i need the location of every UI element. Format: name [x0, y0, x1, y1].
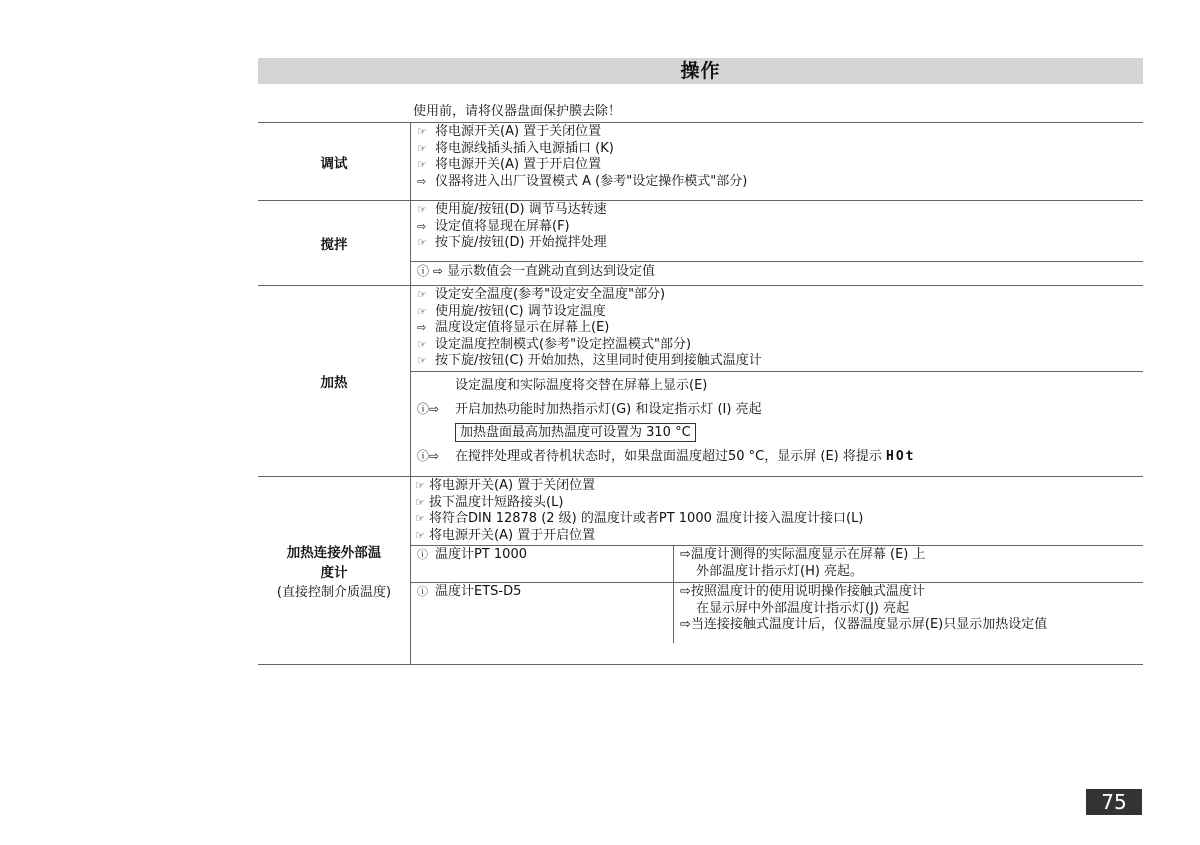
- step-line: ☞ 将符合DIN 12878 (2 级) 的温度计或者PT 1000 温度计接入温度计接口(L): [415, 511, 864, 526]
- info-icon: ⓘ ⇨: [417, 264, 443, 278]
- pointing-hand-icon: ☞: [417, 354, 427, 367]
- info-icon: ⓘ: [417, 548, 428, 561]
- pointing-hand-icon: ☞: [417, 158, 427, 171]
- info-icon: ⓘ: [417, 585, 428, 598]
- step-list: [411, 123, 1143, 191]
- thermometer-row-ets-d5: ⓘ 温度计ETS-D5 ⇨按照温度计的使用说明操作接触式温度计 在显示屏中外部温度计指示灯(J) 亮起 ⇨当连接接触式温度计后，仪器温度显示屏(E)只显示加热设定值: [411, 582, 1143, 643]
- pointing-hand-icon: ☞: [417, 288, 427, 301]
- step-line: ☞ 设定安全温度(参考"设定安全温度"部分): [417, 287, 666, 302]
- info-icon: ⓘ⇨: [417, 401, 440, 416]
- step-line: ☞ 将电源开关(A) 置于开启位置: [415, 527, 596, 543]
- step-line: ⇨ 温度设定值将显示在屏幕上(E): [417, 320, 610, 335]
- step-line: ☞ 设定温度控制模式(参考"设定控温模式"部分): [417, 336, 692, 352]
- arrow-right-icon: ⇨: [417, 219, 427, 233]
- intro-note: [258, 84, 1143, 123]
- step-line: ☞ 将电源开关(A) 置于开启位置: [417, 157, 602, 172]
- step-line: ☞ 将电源开关(A) 置于关闭位置: [417, 124, 602, 139]
- section-label: 加热: [258, 286, 411, 476]
- info-notes: [411, 371, 1143, 468]
- step-line: ☞ 使用旋/按钮(C) 调节设定温度: [417, 303, 606, 319]
- hot-display-symbol: HOt: [886, 448, 916, 464]
- section-label: 搅拌: [258, 201, 411, 285]
- pointing-hand-icon: ☞: [417, 304, 427, 318]
- note-line: ⓘ⇨ 在搅拌处理或者待机状态时，如果盘面温度超过50 °C，显示屏 (E) 将提示 HOt: [417, 445, 1143, 467]
- step-line: ☞ 拔下温度计短路接头(L): [415, 494, 564, 510]
- note-line: [417, 421, 1143, 445]
- step-line: ☞ 按下旋/按钮(D) 开始搅拌处理: [417, 235, 607, 250]
- max-temp-box: 加热盘面最高加热温度可设置为 310 °C: [455, 423, 696, 442]
- pointing-hand-icon: ☞: [415, 528, 425, 542]
- step-line: ☞ 使用旋/按钮(D) 调节马达转速: [417, 202, 607, 217]
- step-line: ⇨ 仪器将进入出厂设置模式 A (参考"设定操作模式"部分): [417, 173, 748, 189]
- section-stir: [258, 201, 1143, 286]
- pointing-hand-icon: ☞: [417, 337, 427, 351]
- section-label: 调试: [258, 123, 411, 200]
- pointing-hand-icon: ☞: [415, 479, 425, 492]
- step-list: [411, 286, 1143, 371]
- section-label: 加热连接外部温 度计 (直接控制介质温度): [258, 477, 411, 664]
- pointing-hand-icon: ☞: [417, 203, 427, 216]
- step-line: ☞ 将电源线插头插入电源插口 (K): [417, 140, 614, 156]
- section-heat: [258, 286, 1143, 477]
- pointing-hand-icon: ☞: [417, 141, 427, 155]
- section-debug: [258, 123, 1143, 201]
- page-title: 操作: [258, 58, 1143, 84]
- step-list: [411, 201, 1143, 261]
- arrow-right-icon: ⇨: [417, 174, 427, 188]
- intro-text: 使用前，请将仪器盘面保护膜去除！: [413, 104, 622, 119]
- pointing-hand-icon: ☞: [415, 495, 425, 509]
- step-line: ☞ 将电源开关(A) 置于关闭位置: [415, 478, 596, 493]
- step-line: ⇨ 设定值将显现在屏幕(F): [417, 218, 570, 234]
- info-note: ⓘ ⇨ 显示数值会一直跳动直到达到设定值: [411, 261, 1143, 281]
- pointing-hand-icon: ☞: [417, 125, 427, 138]
- page-number: 75: [1086, 789, 1142, 815]
- step-list: [411, 477, 1143, 545]
- note-line: ⓘ⇨ 开启加热功能时加热指示灯(G) 和设定指示灯 (I) 亮起: [417, 397, 1143, 421]
- arrow-right-icon: ⇨: [417, 321, 427, 334]
- info-icon: ⓘ⇨: [417, 448, 440, 463]
- step-line: ☞ 按下旋/按钮(C) 开始加热，这里同时使用到接触式温度计: [417, 353, 762, 368]
- pointing-hand-icon: ☞: [415, 512, 425, 525]
- manual-page: [258, 58, 1143, 665]
- thermometer-row-pt1000: ⓘ 温度计PT 1000 ⇨温度计测得的实际温度显示在屏幕 (E) 上 外部温度计指示灯(H) 亮起。: [411, 545, 1143, 582]
- section-external-thermometer: [258, 477, 1143, 665]
- pointing-hand-icon: ☞: [417, 236, 427, 249]
- note-line: 设定温度和实际温度将交替在屏幕上显示(E): [455, 377, 708, 393]
